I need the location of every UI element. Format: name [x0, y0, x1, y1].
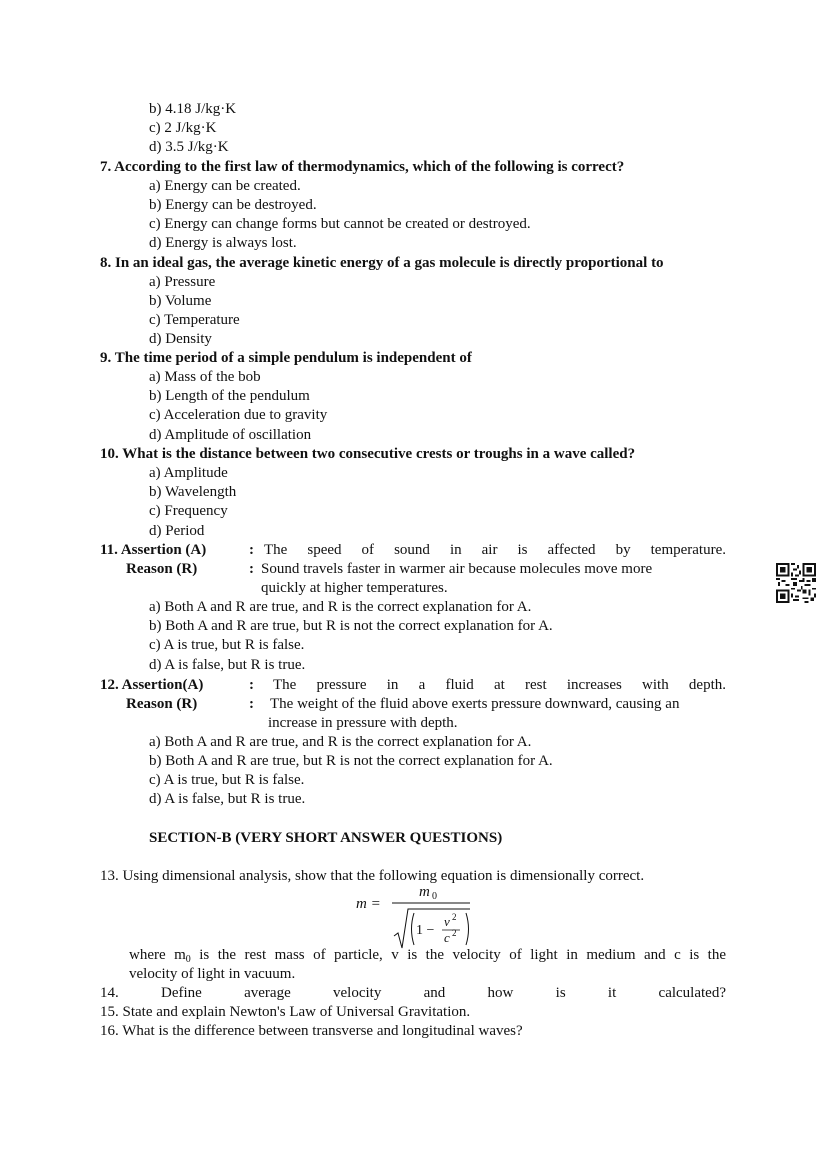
q12-option-a: a) Both A and R are true, and R is the correct explanation for A.: [149, 734, 532, 750]
q12-reason-colon: :: [249, 696, 254, 712]
eq-v: v: [444, 914, 450, 929]
q12-option-c: c) A is true, but R is false.: [149, 772, 305, 788]
q11-assertion-label: 11. Assertion (A): [100, 542, 207, 558]
q6-option-c: c) 2 J/kg·K: [149, 120, 217, 136]
q8-option-d: d) Density: [149, 331, 212, 347]
q12-assertion-colon: :: [249, 677, 254, 693]
q7-option-b: b) Energy can be destroyed.: [149, 197, 317, 213]
q10-option-b: b) Wavelength: [149, 484, 237, 500]
q12-assertion-label: 12. Assertion(A): [100, 677, 204, 693]
qr-code-icon: [776, 563, 816, 603]
q12-reason-line1: The weight of the fluid above exerts pressure downward, causing an: [270, 696, 680, 712]
q10-option-d: d) Period: [149, 523, 205, 539]
q12-assertion-text: The pressure in a fluid at rest increases with depth.: [273, 677, 726, 693]
q12-option-b: b) Both A and R are true, but R is not the correct explanation for A.: [149, 753, 553, 769]
eq-v-exp: 2: [452, 912, 457, 922]
q6-option-b: b) 4.18 J/kg·K: [149, 101, 237, 117]
q11-option-b: b) Both A and R are true, but R is not the correct explanation for A.: [149, 618, 553, 634]
q13-question: 13. Using dimensional analysis, show that the following equation is dimensionally correct.: [100, 868, 645, 884]
q12-option-d: d) A is false, but R is true.: [149, 791, 306, 807]
q11-assertion-colon: :: [249, 542, 254, 558]
section-b-heading: SECTION-B (VERY SHORT ANSWER QUESTIONS): [149, 830, 503, 846]
q11-option-d: d) A is false, but R is true.: [149, 657, 306, 673]
eq-numerator: m: [419, 884, 430, 900]
q6-option-d: d) 3.5 J/kg·K: [149, 139, 229, 155]
mass-equation: [356, 884, 476, 954]
q11-reason-colon: :: [249, 561, 254, 577]
q10-question: 10. What is the distance between two consecutive crests or troughs in a wave called?: [100, 446, 636, 462]
q16-question: 16. What is the difference between transverse and longitudinal waves?: [100, 1023, 523, 1039]
q11-option-a: a) Both A and R are true, and R is the correct explanation for A.: [149, 599, 532, 615]
q9-option-c: c) Acceleration due to gravity: [149, 407, 328, 423]
q8-option-b: b) Volume: [149, 293, 212, 309]
q15-question: 15. State and explain Newton's Law of Universal Gravitation.: [100, 1004, 471, 1020]
q7-question: 7. According to the first law of thermodynamics, which of the following is correct?: [100, 159, 625, 175]
q12-reason-line2: increase in pressure with depth.: [268, 715, 458, 731]
q9-option-a: a) Mass of the bob: [149, 369, 261, 385]
q10-option-c: c) Frequency: [149, 503, 228, 519]
eq-c: c: [444, 930, 450, 945]
q8-question: 8. In an ideal gas, the average kinetic energy of a gas molecule is directly proportional to: [100, 255, 664, 271]
q11-option-c: c) A is true, but R is false.: [149, 637, 305, 653]
q7-option-a: a) Energy can be created.: [149, 178, 301, 194]
q9-question: 9. The time period of a simple pendulum is independent of: [100, 350, 472, 366]
eq-numerator-sub: 0: [432, 891, 437, 902]
q9-option-d: d) Amplitude of oscillation: [149, 427, 312, 443]
q13-where-line1: where $m_0$ is the rest mass of particle, v is the velocity of light in medium and c is the: [129, 947, 726, 965]
eq-c-exp: 2: [452, 928, 457, 938]
q7-option-c: c) Energy can change forms but cannot be created or destroyed.: [149, 216, 531, 232]
q8-option-c: c) Temperature: [149, 312, 240, 328]
q13-where-line2: velocity of light in vacuum.: [129, 966, 296, 982]
q11-reason-label: Reason (R): [126, 561, 198, 577]
q14-question: 14. Define average velocity and how is it calculated?: [100, 985, 726, 1001]
q7-option-d: d) Energy is always lost.: [149, 235, 297, 251]
q12-reason-label: Reason (R): [126, 696, 198, 712]
q9-option-b: b) Length of the pendulum: [149, 388, 310, 404]
q8-option-a: a) Pressure: [149, 274, 216, 290]
eq-one-minus: 1 −: [416, 923, 435, 938]
eq-lhs: m =: [356, 896, 381, 912]
q10-option-a: a) Amplitude: [149, 465, 228, 481]
q11-assertion-text: The speed of sound in air is affected by temperature.: [264, 542, 726, 558]
q11-reason-line2: quickly at higher temperatures.: [261, 580, 448, 596]
q11-reason-line1: Sound travels faster in warmer air because molecules move more: [261, 561, 653, 577]
